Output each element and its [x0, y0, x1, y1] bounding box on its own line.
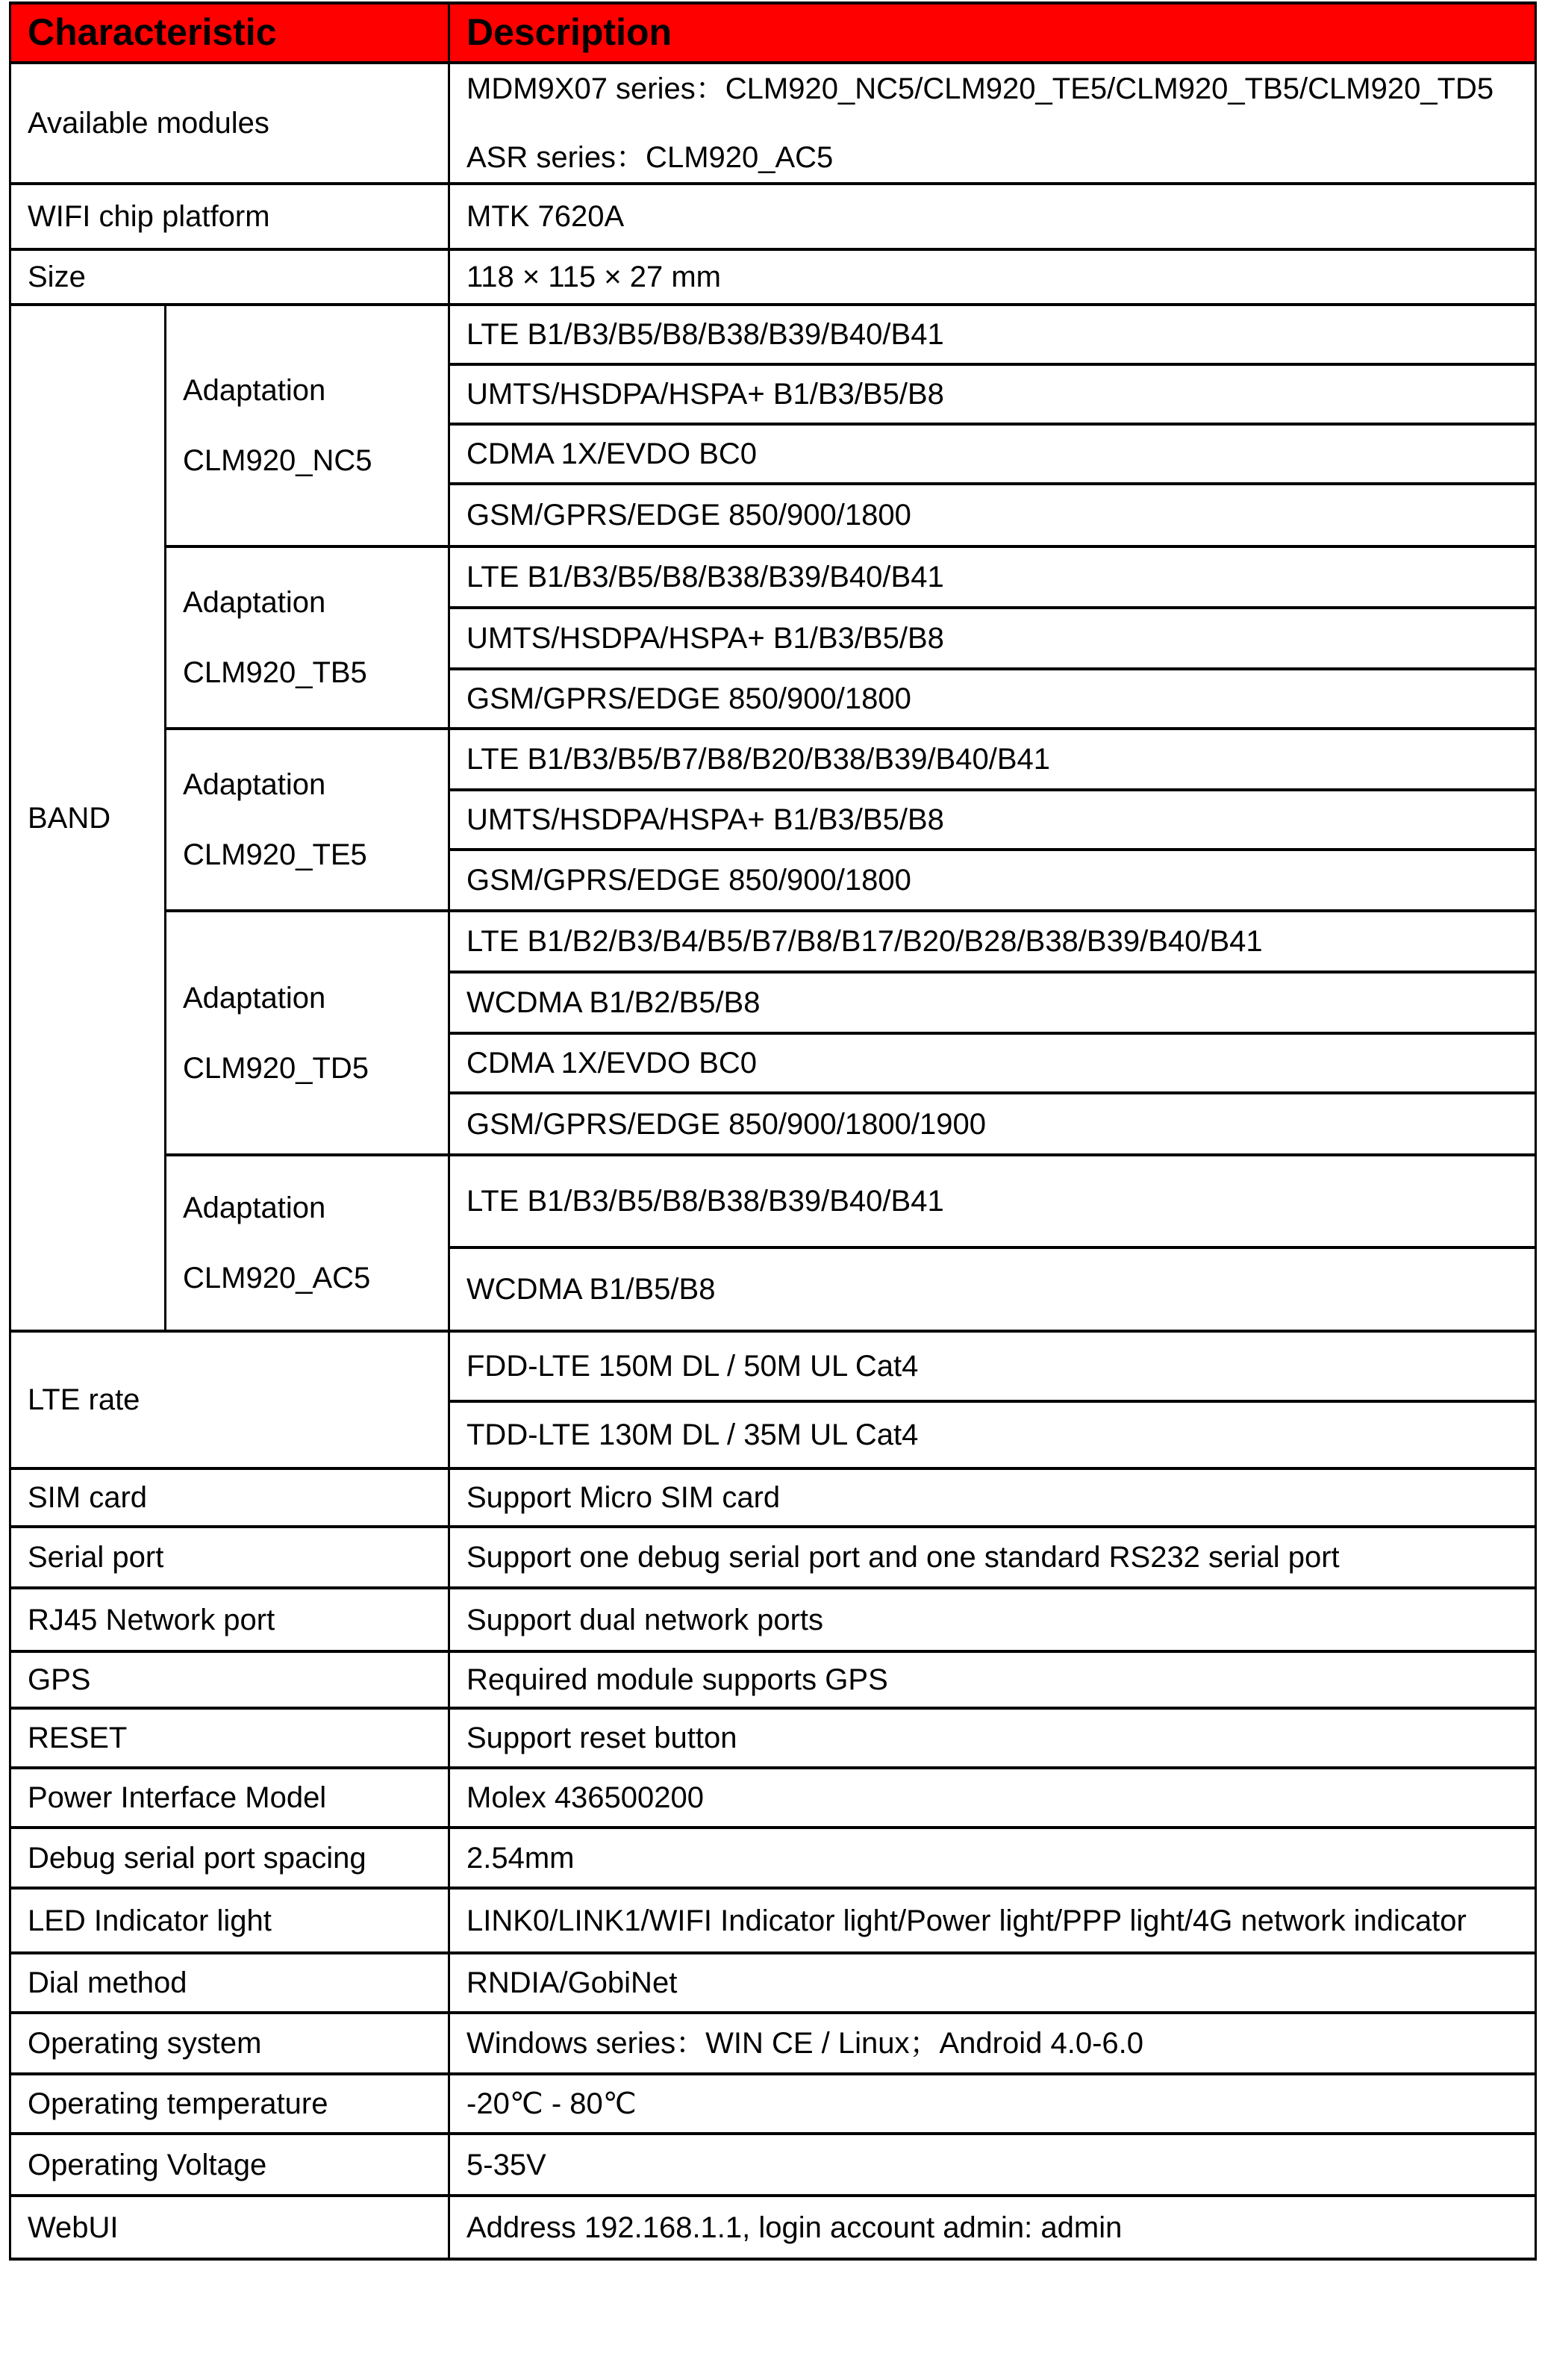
label-operating-temperature: Operating temperature — [10, 2074, 449, 2134]
adaptation-module: CLM920_AC5 — [183, 1262, 371, 1295]
adaptation-prefix: Adaptation — [183, 768, 326, 801]
value-debug-serial-port-spacing: 2.54mm — [449, 1828, 1536, 1888]
label-adaptation-clm920-ac5 — [166, 1155, 449, 1331]
row-band-tb5-lte — [10, 546, 1536, 608]
adaptation-prefix: Adaptation — [183, 1191, 326, 1224]
value-operating-voltage: 5-35V — [449, 2134, 1536, 2196]
value-band-td5-gsm: GSM/GPRS/EDGE 850/900/1800/1900 — [449, 1093, 1536, 1155]
value-band-ac5-lte: LTE B1/B3/B5/B8/B38/B39/B40/B41 — [449, 1155, 1536, 1247]
value-rj45-network-port: Support dual network ports — [449, 1588, 1536, 1651]
value-operating-temperature: -20℃ - 80℃ — [449, 2074, 1536, 2134]
adaptation-module: CLM920_NC5 — [183, 444, 372, 477]
row-webui — [10, 2196, 1536, 2259]
label-reset: RESET — [10, 1708, 449, 1768]
row-size — [10, 249, 1536, 305]
value-band-td5-lte: LTE B1/B2/B3/B4/B5/B7/B8/B17/B20/B28/B38/B39/B40/B41 — [449, 911, 1536, 972]
row-lte-rate-fdd — [10, 1331, 1536, 1401]
row-dial-method — [10, 1953, 1536, 2013]
value-wifi-chip-platform: MTK 7620A — [449, 184, 1536, 249]
value-band-te5-lte: LTE B1/B3/B5/B7/B8/B20/B38/B39/B40/B41 — [449, 729, 1536, 790]
value-lte-rate-tdd: TDD-LTE 130M DL / 35M UL Cat4 — [449, 1401, 1536, 1468]
value-reset: Support reset button — [449, 1708, 1536, 1768]
value-band-nc5-cdma: CDMA 1X/EVDO BC0 — [449, 424, 1536, 484]
value-available-modules — [449, 63, 1536, 184]
label-adaptation-clm920-tb5 — [166, 546, 449, 729]
label-wifi-chip-platform: WIFI chip platform — [10, 184, 449, 249]
row-band-td5-lte — [10, 911, 1536, 972]
label-operating-system: Operating system — [10, 2013, 449, 2074]
row-led-indicator-light — [10, 1888, 1536, 1953]
value-webui: Address 192.168.1.1, login account admin: admin — [449, 2196, 1536, 2259]
value-gps: Required module supports GPS — [449, 1651, 1536, 1708]
row-rj45-network-port — [10, 1588, 1536, 1651]
label-debug-serial-port-spacing: Debug serial port spacing — [10, 1828, 449, 1888]
label-lte-rate: LTE rate — [10, 1331, 449, 1468]
value-band-tb5-umts: UMTS/HSDPA/HSPA+ B1/B3/B5/B8 — [449, 608, 1536, 669]
available-modules-line-1: MDM9X07 series：CLM920_NC5/CLM920_TE5/CLM920_TB5/CLM920_TD5 — [466, 72, 1494, 105]
adaptation-prefix: Adaptation — [183, 981, 326, 1015]
spec-table — [9, 1, 1537, 2261]
label-adaptation-clm920-nc5 — [166, 305, 449, 546]
value-band-tb5-gsm: GSM/GPRS/EDGE 850/900/1800 — [449, 669, 1536, 729]
adaptation-module: CLM920_TE5 — [183, 838, 367, 871]
adaptation-module: CLM920_TD5 — [183, 1051, 369, 1085]
value-operating-system: Windows series：WIN CE / Linux；Android 4.0-6.0 — [449, 2013, 1536, 2074]
value-band-nc5-gsm: GSM/GPRS/EDGE 850/900/1800 — [449, 484, 1536, 546]
row-operating-temperature — [10, 2074, 1536, 2134]
row-debug-serial-port-spacing — [10, 1828, 1536, 1888]
value-sim-card: Support Micro SIM card — [449, 1468, 1536, 1527]
label-serial-port: Serial port — [10, 1527, 449, 1588]
adaptation-prefix: Adaptation — [183, 586, 326, 619]
row-serial-port — [10, 1527, 1536, 1588]
value-size: 118 × 115 × 27 mm — [449, 249, 1536, 305]
row-band-nc5-lte — [10, 305, 1536, 364]
label-power-interface-model: Power Interface Model — [10, 1768, 449, 1828]
label-adaptation-clm920-td5 — [166, 911, 449, 1155]
value-band-td5-cdma: CDMA 1X/EVDO BC0 — [449, 1033, 1536, 1093]
row-band-te5-lte — [10, 729, 1536, 790]
available-modules-line-2: ASR series：CLM920_AC5 — [466, 141, 834, 174]
value-band-te5-umts: UMTS/HSDPA/HSPA+ B1/B3/B5/B8 — [449, 790, 1536, 850]
value-band-tb5-lte: LTE B1/B3/B5/B8/B38/B39/B40/B41 — [449, 546, 1536, 608]
value-serial-port: Support one debug serial port and one standard RS232 serial port — [449, 1527, 1536, 1588]
label-led-indicator-light: LED Indicator light — [10, 1888, 449, 1953]
row-available-modules — [10, 63, 1536, 184]
adaptation-prefix: Adaptation — [183, 374, 326, 407]
adaptation-module: CLM920_TB5 — [183, 656, 367, 689]
row-operating-voltage — [10, 2134, 1536, 2196]
header-row — [10, 3, 1536, 63]
row-operating-system — [10, 2013, 1536, 2074]
label-available-modules: Available modules — [10, 63, 449, 184]
row-sim-card — [10, 1468, 1536, 1527]
value-band-nc5-umts: UMTS/HSDPA/HSPA+ B1/B3/B5/B8 — [449, 364, 1536, 424]
label-adaptation-clm920-te5 — [166, 729, 449, 911]
label-dial-method: Dial method — [10, 1953, 449, 2013]
value-dial-method: RNDIA/GobiNet — [449, 1953, 1536, 2013]
row-wifi-chip-platform — [10, 184, 1536, 249]
value-band-ac5-wcdma: WCDMA B1/B5/B8 — [449, 1247, 1536, 1331]
row-reset — [10, 1708, 1536, 1768]
value-lte-rate-fdd: FDD-LTE 150M DL / 50M UL Cat4 — [449, 1331, 1536, 1401]
value-band-td5-wcdma: WCDMA B1/B2/B5/B8 — [449, 972, 1536, 1033]
label-size: Size — [10, 249, 449, 305]
row-gps — [10, 1651, 1536, 1708]
label-rj45-network-port: RJ45 Network port — [10, 1588, 449, 1651]
header-cell-characteristic: Characteristic — [10, 3, 449, 63]
label-webui: WebUI — [10, 2196, 449, 2259]
value-power-interface-model: Molex 436500200 — [449, 1768, 1536, 1828]
label-operating-voltage: Operating Voltage — [10, 2134, 449, 2196]
value-led-indicator-light: LINK0/LINK1/WIFI Indicator light/Power light/PPP light/4G network indicator — [449, 1888, 1536, 1953]
label-band: BAND — [10, 305, 166, 1331]
header-cell-description: Description — [449, 3, 1536, 63]
value-band-te5-gsm: GSM/GPRS/EDGE 850/900/1800 — [449, 850, 1536, 911]
label-gps: GPS — [10, 1651, 449, 1708]
row-band-ac5-lte — [10, 1155, 1536, 1247]
label-sim-card: SIM card — [10, 1468, 449, 1527]
value-band-nc5-lte: LTE B1/B3/B5/B8/B38/B39/B40/B41 — [449, 305, 1536, 364]
row-power-interface-model — [10, 1768, 1536, 1828]
